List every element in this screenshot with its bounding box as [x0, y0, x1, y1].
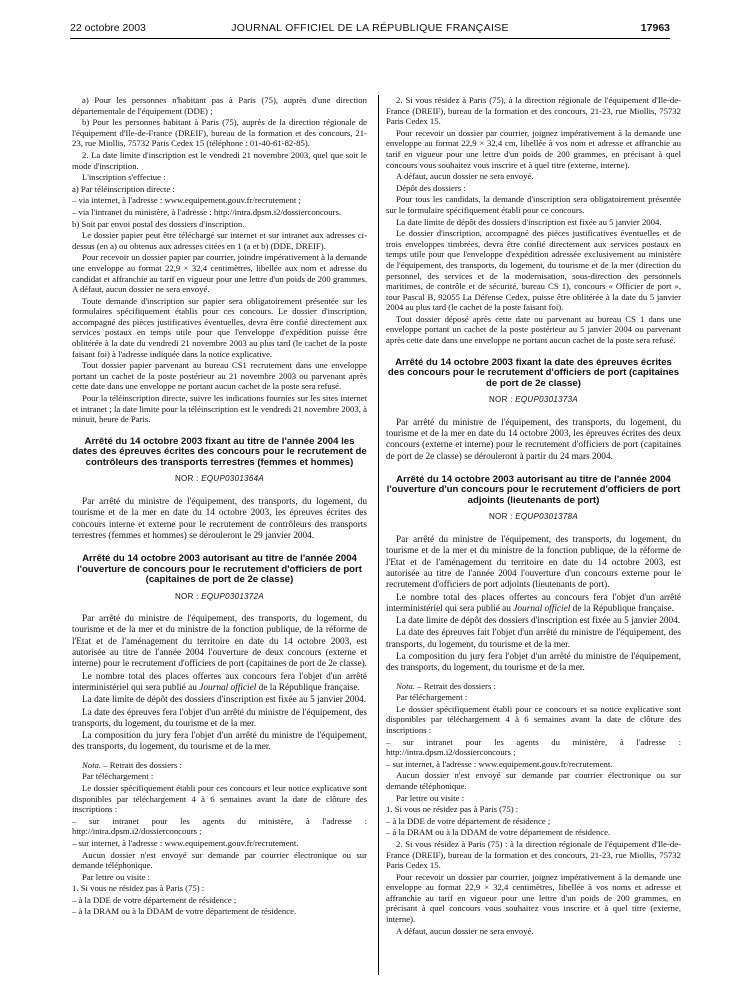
text-run: de la République française. — [570, 603, 674, 614]
paragraph: b) Soit par envoi postal des dossiers d'inscription. — [72, 218, 245, 229]
decree-heading: Arrêté du 14 octobre 2003 autorisant au titre de l'année 2004 l'ouverture d'un concours pour le recrutement d'officiers de port adjoints (lieutenants de port) — [386, 473, 681, 506]
decree-heading: Arrêté du 14 octobre 2003 fixant la date des épreuves écrites des concours pour le recrutement d'officiers de port (capitaines de port de 2e classe) — [387, 356, 680, 389]
paragraph: La date limite de dépôt des dossiers d'inscription est fixée au 5 janvier 2004. — [82, 695, 367, 706]
list-item: – via l'intranet du ministère, à l'adresse : http://intra.dpsm.i2/dossierconcours. — [72, 206, 342, 217]
paragraph: Par arrêté du ministre de l'équipement, des transports, du logement, du tourisme et de la mer et du ministre de la fonction publique, de la réforme de l'Etat et de l'aménagement du territoire en date du 14 octobre 2003, est autorisée au titre de l'année 2004 l'ouverture de deux concours (externe et interne) pour le recrutement d'officiers de port (capitaines de port de 2e classe). — [72, 614, 368, 670]
text-run: – Retrait des dossiers : — [101, 759, 182, 770]
paragraph: La composition du jury fera l'objet d'un arrêté du ministre de l'équipement, des transports, du logement, du tourisme et de la mer. — [386, 652, 681, 674]
paragraph: Par arrêté du ministre de l'équipement, des transports, du logement, du tourisme et de la mer en date du 14 octobre 2003, les épreuves écrites des deux concours (externe et interne) pour le recrutement d'officiers de port (capitaines de port de 2e classe) se dérouleront à partir du 24 mars 2004. — [386, 417, 681, 462]
list-item: 1. Si vous ne résidez pas à Paris (75) : — [386, 804, 519, 815]
paragraph: Le dossier d'inscription, accompagné des pièces justificatives éventuelles et de trois enveloppes timbrées, devra être confié directement aux services postaux en temps utile pour que l'enveloppe d'expédition adressée exclusivement au ministère de l'équipement, des transports, du logement, du tourisme et de la mer (direction du personnel, des services et de la modernisation, sous-direction des personnels maritimes, de contrôle et de sécurité, bureau CS 1), concours « Officier de port », tour Pascal B, 92055 La Défense Cedex, puisse être oblitérée à la date du 5 janvier 2004 au plus tard (le cachet de la poste faisant foi). — [386, 228, 681, 313]
nota-label: Nota. — [396, 680, 416, 691]
paragraph: Toute demande d'inscription sur papier sera obligatoirement présentée sur les formulaires spécifiquement établis pour ces concours. Le dossier d'inscription, accompagné des pièces justificatives éventuelles, devra être confié directement aux services postaux en temps utile pour que l'enveloppe d'expédition puisse être oblitérée à la date du vendredi 21 novembre 2003 au plus tard (le cachet de la poste faisant foi) à l'adresse indiquée dans la notice explicative. — [72, 295, 367, 359]
nor-reference — [386, 395, 681, 406]
list-item: – à la DDE de votre département de résidence ; — [386, 815, 551, 826]
paragraph — [386, 681, 681, 692]
paragraph: Pour recevoir un dossier par courrier, joignez impérativement à la demande une enveloppe au format 22,9 × 32,4 cm, libellée à vos nom et adresse et affranchie au tarif en vigueur pour une lettre d'un poids de 200 grammes, en précisant à quel concours vous souhaitez vous inscrire et à quel titre (externe, interne). — [386, 127, 681, 170]
header-rule — [70, 38, 670, 39]
nor-reference — [72, 592, 367, 603]
text-run: Le nombre total des places offertes au concours fera l'objet d'un arrêté interministériel qui sera publié au — [386, 592, 681, 614]
paragraph: Tout dossier papier parvenant au bureau CS1 recrutement dans une enveloppe portant un cachet de la poste postérieur au 21 novembre 2003 ou parvenant après cette date dans une enveloppe ne portant aucun cachet de la poste sera refusé. — [72, 360, 367, 392]
paragraph: Par arrêté du ministre de l'équipement, des transports, du logement, du tourisme et de la mer et du ministre de la fonction publique, de la réforme de l'Etat et de l'aménagement du territoire en date du 14 octobre 2003, est autorisée au titre de l'année 2004 l'ouverture d'un concours externe pour le recrutement d'officiers de port adjoints (lieutenants de port). — [386, 535, 681, 591]
journal-title: JOURNAL OFFICIEL DE LA RÉPUBLIQUE FRANÇAISE — [231, 22, 509, 34]
paragraph: 2. La date limite d'inscription est le vendredi 21 novembre 2003, quel que soit le mode d'inscription. — [72, 149, 367, 171]
paragraph: Pour recevoir un dossier papier par courrier, joindre impérativement à la demande une enveloppe au format 22,9 × 32,4 centimètres, libellée aux nom et adresse du candidat et affranchie au tarif en vigueur pour une lettre d'un poids de 200 grammes. A défaut, aucun dossier ne sera envoyé. — [72, 252, 367, 295]
page-header — [70, 22, 670, 44]
paragraph: La date des épreuves fait l'objet d'un arrêté du ministre de l'équipement, des transports, du logement, du tourisme et de la mer. — [386, 628, 681, 650]
decree-heading: Arrêté du 14 octobre 2003 fixant au titre de l'année 2004 les dates des épreuves écrites des concours pour le recrutement de contrôleurs des transports terrestres (femmes et hommes) — [72, 435, 367, 468]
paragraph: Dépôt des dossiers : — [396, 182, 466, 193]
list-item: – à la DRAM ou à la DDAM de votre département de résidence. — [386, 827, 611, 838]
paragraph: Par lettre ou visite : — [396, 792, 465, 803]
paragraph — [386, 593, 681, 616]
list-item: – sur internet, à l'adresse : www.equipement.gouv.fr/recrutement. — [386, 758, 613, 769]
list-item: – à la DDE de votre département de résidence ; — [72, 894, 237, 905]
paragraph: 2. Si vous résidez à Paris (75), à la direction régionale de l'équipement d'Ile-de-France (DREIF), bureau de la formation et des concours, 21-23, rue Miollis, 75732 Paris Cedex 15. — [386, 95, 681, 127]
nor-prefix: NOR : — [174, 591, 202, 601]
paragraph: Par téléchargement : — [82, 771, 154, 782]
nor-prefix: NOR : — [174, 474, 202, 484]
paragraph: A défaut, aucun dossier ne sera envoyé. — [396, 925, 534, 936]
paragraph: Aucun dossier n'est envoyé sur demande par courrier électronique ou sur demande téléphonique. — [72, 849, 367, 871]
text-run: – Retrait des dossiers : — [415, 680, 496, 691]
paragraph: Par lettre ou visite : — [82, 871, 151, 882]
paragraph: 2. Si vous résidez à Paris (75) : à la direction régionale de l'équipement d'Ile-de-France (DREIF), bureau de la formation et des concours, 21-23, rue Miollis, 75732 Paris Cedex 15. — [386, 838, 681, 871]
paragraph: A défaut, aucun dossier ne sera envoyé. — [396, 171, 534, 182]
nor-code: EQUP0301372A — [201, 591, 264, 601]
list-item: – sur intranet pour les agents du ministère, à l'adresse : http://intra.dpsm.i2/dossierconcours ; — [386, 736, 681, 758]
paragraph: Le dossier spécifiquement établi pour ce concours et sa notice explicative sont disponibles par téléchargement 4 à 6 semaines avant la date de clôture des inscriptions : — [386, 703, 681, 735]
paragraph: Pour la téléinscription directe, suivre les indications fournies sur les sites internet et intranet ; la date limite pour la téléinscription est le vendredi 21 novembre 2003, à minuit, heure de Paris. — [72, 393, 367, 425]
column-divider — [378, 95, 379, 975]
paragraph: a) Par téléinscription directe : — [72, 183, 175, 194]
paragraph: Le dossier papier peut être téléchargé sur internet et sur intranet aux adresses ci-dessus (en a) ou obtenus aux adresses citées en 1 (a et b) (DDE, DREIF). — [72, 230, 367, 251]
paragraph: Pour recevoir un dossier par courrier, joignez impérativement à la demande une enveloppe au format 22,9 × 32,4 centimètres, libellée à vos noms et adresse et affranchie au tarif en vigueur pour une lettre d'un poids de 200 grammes, en précisant à quel concours vous souhaitez vous inscrire et à quel titre (externe, interne). — [386, 871, 681, 925]
paragraph: Pour tous les candidats, la demande d'inscription sera obligatoirement présentée sur le formulaire spécifiquement établi pour ce concours. — [386, 194, 681, 215]
list-item: – via internet, à l'adresse : www.equipement.gouv.fr/recrutement ; — [72, 195, 301, 206]
paragraph: a) Pour les personnes n'habitant pas à Paris (75), auprès d'une direction départementale de l'équipement (DDE) ; — [72, 95, 367, 116]
journal-reference: Journal officiel — [513, 603, 571, 614]
paragraph: Tout dossier déposé après cette date ou parvenant au bureau CS 1 dans une enveloppe portant un cachet de la poste postérieur au 5 janvier 2004 ou parvenant après cette date dans une enveloppe ne portant aucun cachet de la poste sera refusé. — [386, 313, 681, 346]
left-column — [72, 95, 367, 918]
paragraph: La date des épreuves fera l'objet d'un arrêté du ministre de l'équipement, des transports, du logement, du tourisme et de la mer. — [72, 707, 367, 729]
paragraph: La date limite de dépôt des dossiers d'inscription est fixée au 5 janvier 2004. — [396, 616, 681, 627]
nota-label: Nota. — [82, 759, 102, 770]
text-run: de la République française. — [256, 682, 360, 693]
nor-reference — [72, 474, 367, 485]
paragraph: La date limite de dépôt des dossiers d'inscription est fixée au 5 janvier 2004. — [396, 216, 662, 227]
nor-prefix: NOR : — [488, 512, 516, 522]
paragraph: L'inscription s'effectue : — [82, 172, 166, 183]
page-number: 17963 — [640, 22, 670, 34]
nor-code: EQUP0301378A — [515, 512, 578, 522]
paragraph: Aucun dossier n'est envoyé sur demande par courrier électronique ou sur demande téléphonique. — [386, 770, 681, 791]
nor-prefix: NOR : — [488, 395, 516, 405]
right-column — [386, 95, 681, 937]
header-date: 22 octobre 2003 — [70, 22, 146, 34]
paragraph — [72, 760, 367, 771]
paragraph: Par téléchargement : — [396, 692, 468, 703]
paragraph: La composition du jury fera l'objet d'un arrêté du ministre de l'équipement, des transports, du logement, du tourisme et de la mer. — [72, 731, 367, 753]
list-item: – sur internet, à l'adresse : www.equipement.gouv.fr/recrutement. — [72, 837, 299, 848]
journal-reference: Journal officiel — [199, 682, 257, 693]
paragraph — [72, 672, 367, 695]
paragraph: Le dossier spécifiquement établi pour ces concours et leur notice explicative sont disponibles par téléchargement 4 à 6 semaines avant la date de clôture des inscriptions : — [72, 782, 367, 815]
text-run: Le nombre total des places offertes aux concours fera l'objet d'un arrêté interministériel qui sera publié au — [72, 671, 367, 693]
nor-code: EQUP0301373A — [515, 395, 578, 405]
list-item: – sur intranet pour les agents du ministère, à l'adresse : http://intra.dpsm.i2/dossierconcours ; — [72, 815, 367, 837]
nor-reference — [386, 512, 681, 523]
list-item: – à la DRAM ou à la DDAM de votre département de résidence. — [72, 906, 297, 917]
list-item: 1. Si vous ne résidez pas à Paris (75) : — [72, 883, 205, 894]
paragraph: b) Pour les personnes habitant à Paris (75), auprès de la direction régionale de l'équipement d'Ile-de-France (DREIF), bureau de la formation et des concours, 21-23, rue Miollis, 75732 Paris Cedex 15 (téléphone : 01-40-61-82-85). — [72, 117, 367, 149]
paragraph: Par arrêté du ministre de l'équipement, des transports, du logement, du tourisme et de la mer en date du 14 octobre 2003, les épreuves écrites des concours interne et externe pour le recrutement de contrôleurs des transports terrestres (femmes et hommes) se dérouleront le 29 janvier 2004. — [72, 496, 367, 541]
decree-heading: Arrêté du 14 octobre 2003 autorisant au titre de l'année 2004 l'ouverture de concours pour le recrutement d'officiers de port (capitaines de port de 2e classe) — [77, 553, 362, 586]
nor-code: EQUP0301364A — [201, 474, 264, 484]
